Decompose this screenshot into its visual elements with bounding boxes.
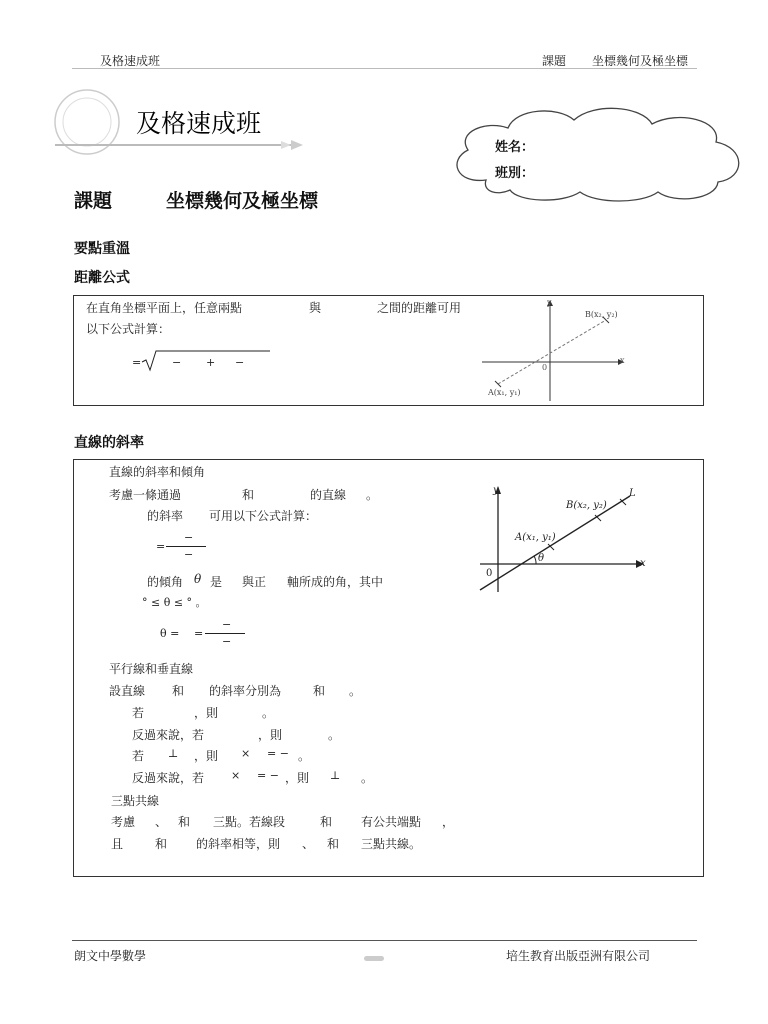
distance-fig-point-b: B(x₂, y₂) (585, 310, 618, 319)
slope-fig-point-a: A(x₁, y₁) (515, 532, 556, 543)
slope-fig-x-label: x (640, 558, 646, 569)
slope-p3-c: 。 (328, 728, 341, 742)
header-left: 及格速成班 (100, 54, 161, 68)
page-title-topic: 坐標幾何及極坐標 (166, 190, 319, 212)
slope-fig-line-l: L (629, 488, 636, 499)
slope-l3-c: 與正 (242, 575, 267, 589)
slope-p1-d: 和 (313, 684, 326, 698)
collinear-c1-b: 、 (155, 815, 168, 829)
slope-f2-lhs: θ = (160, 627, 180, 640)
slope-l3-a: 的傾角 (147, 575, 184, 589)
slope-fig-theta: θ (538, 553, 545, 564)
header-topic-label: 課題 (542, 54, 567, 68)
collinear-c1-a: 考慮 (111, 815, 136, 829)
slope-p3-b: ，則 (258, 728, 283, 742)
collinear-c2-e: 和 (327, 837, 340, 851)
slope-p1-c: 的斜率分別為 (209, 684, 282, 698)
slope-p4-c: ，則 (194, 749, 219, 763)
slope-l1-b: 和 (242, 488, 255, 502)
collinear-c1-g: ， (442, 815, 455, 829)
slope-fig-point-b: B(x₂, y₂) (566, 500, 607, 511)
header-rule (72, 68, 697, 69)
brand-title: 及格速成班 (136, 109, 262, 138)
footer-rule (72, 940, 697, 941)
collinear-c1-e: 和 (320, 815, 333, 829)
slope-p2-a: 若 (132, 706, 145, 720)
slope-frac-num: − (184, 531, 194, 544)
distance-formula-eq: = (132, 356, 142, 369)
distance-fig-y-label: y (547, 298, 552, 307)
slope-fig-y-label: y (493, 485, 499, 496)
slope-l3-d: 軸所成的角，其中 (287, 575, 384, 589)
slope-sub-parallel: 平行線和垂直線 (109, 662, 194, 676)
slope-l4-range: ° ≤ θ ≤ ° 。 (142, 596, 207, 609)
slope-sub-inclination: 直線的斜率和傾角 (109, 465, 206, 479)
slope-p1-e: 。 (349, 684, 362, 698)
slope-p4-e: = − (267, 747, 289, 760)
slope-heading: 直線的斜率 (74, 435, 144, 451)
collinear-c1-f: 有公共端點 (361, 815, 422, 829)
slope-l2-b: 可用以下公式計算： (209, 509, 318, 523)
slope-fig-origin: 0 (486, 568, 493, 579)
distance-fig-origin: 0 (542, 363, 548, 372)
slope-frac-den: − (184, 548, 194, 561)
slope-p5-d: ，則 (285, 771, 310, 785)
section-review-heading: 要點重溫 (74, 241, 130, 257)
collinear-c2-c: 的斜率相等，則 (196, 837, 281, 851)
page-number-mark (364, 956, 384, 961)
collinear-c2-a: 且 (111, 837, 124, 851)
slope-l3-theta: θ (194, 572, 202, 586)
distance-line1-c: 之間的距離可用 (377, 301, 462, 315)
slope-l1-a: 考慮一條通過 (109, 488, 182, 502)
slope-p2-c: 。 (262, 706, 275, 720)
slope-p4-d: × (241, 747, 251, 760)
distance-fig-point-a: A(x₁, y₁) (488, 388, 521, 397)
slope-p5-b: × (231, 769, 241, 782)
distance-formula-minus2: − (235, 356, 245, 369)
page-title-label: 課題 (74, 190, 113, 212)
slope-f2-eq: = (194, 627, 204, 640)
slope-frac-eq: = (156, 540, 166, 553)
inclination-fraction-bar (205, 633, 245, 634)
distance-line1-a: 在直角坐標平面上，任意兩點 (86, 301, 243, 315)
slope-p5-c: = − (257, 769, 279, 782)
slope-p4-a: 若 (132, 749, 145, 763)
collinear-c2-f: 三點共線。 (361, 837, 422, 851)
slope-p4-b: ⊥ (168, 747, 179, 760)
slope-p3-a: 反過來說，若 (132, 728, 205, 742)
slope-p4-f: 。 (298, 749, 311, 763)
distance-fig-x-label: x (620, 356, 625, 365)
slope-l1-d: 。 (366, 488, 379, 502)
slope-l1-c: 的直線 (310, 488, 347, 502)
footer-right: 培生教育出版亞洲有限公司 (506, 949, 651, 963)
distance-heading: 距離公式 (74, 270, 130, 286)
class-field-label: 班別： (495, 166, 535, 181)
slope-l2-a: 的斜率 (147, 509, 184, 523)
slope-sub-collinear: 三點共線 (111, 794, 160, 808)
slope-f2-den: − (222, 635, 232, 648)
collinear-c1-d: 三點。若線段 (213, 815, 286, 829)
slope-p5-a: 反過來說，若 (132, 771, 205, 785)
slope-fraction-bar (166, 546, 206, 547)
distance-formula-plus: + (206, 356, 216, 369)
name-field-label: 姓名： (495, 140, 535, 155)
cloud-shape (446, 104, 748, 204)
slope-figure (476, 482, 652, 594)
slope-p5-f: 。 (361, 771, 374, 785)
slope-p5-e: ⊥ (330, 769, 341, 782)
collinear-c2-b: 和 (155, 837, 168, 851)
slope-l3-b: 是 (210, 575, 223, 589)
collinear-c2-d: 、 (302, 837, 315, 851)
slope-f2-num: − (222, 618, 232, 631)
distance-line2: 以下公式計算： (86, 322, 171, 336)
slope-p2-b: ，則 (194, 706, 219, 720)
distance-line1-b: 與 (309, 301, 322, 315)
header-topic: 坐標幾何及極坐標 (592, 54, 689, 68)
footer-left: 朗文中學數學 (74, 949, 147, 963)
distance-formula-minus1: − (172, 356, 182, 369)
slope-p1-a: 設直線 (109, 684, 146, 698)
slope-p1-b: 和 (172, 684, 185, 698)
collinear-c1-c: 和 (178, 815, 191, 829)
